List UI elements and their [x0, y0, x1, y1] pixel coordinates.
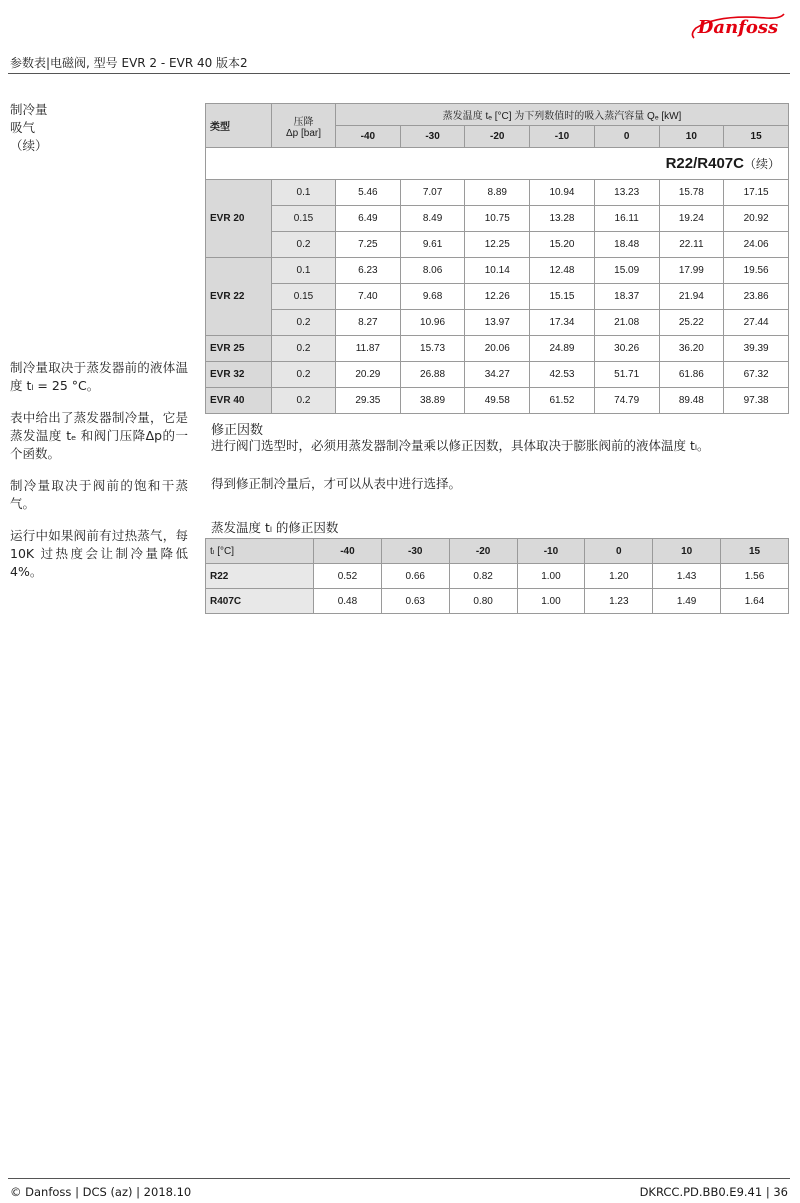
capacity-value: 61.86: [659, 362, 724, 388]
capacity-value: 15.73: [400, 336, 465, 362]
side-note: 制冷量取决于蒸发器前的液体温度 tₗ = 25 °C。: [10, 360, 188, 393]
capacity-value: 39.39: [724, 336, 789, 362]
capacity-value: 5.46: [336, 180, 401, 206]
capacity-value: 19.24: [659, 206, 724, 232]
factor-col-header: -10: [517, 539, 585, 564]
table-row: [206, 336, 789, 362]
page-title: 参数表|电磁阀, 型号 EVR 2 - EVR 40 版本2: [10, 56, 248, 70]
capacity-value: 42.53: [530, 362, 595, 388]
capacity-value: 10.96: [400, 310, 465, 336]
factor-col-header: -30: [381, 539, 449, 564]
capacity-value: 10.94: [530, 180, 595, 206]
capacity-value: 23.86: [724, 284, 789, 310]
capacity-value: 13.28: [530, 206, 595, 232]
factor-value: 0.80: [449, 589, 517, 614]
factor-value: 1.64: [721, 589, 789, 614]
factor-table-title: 蒸发温度 tₗ 的修正因数: [211, 520, 339, 535]
capacity-value: 7.07: [400, 180, 465, 206]
pressure-drop: 0.2: [272, 310, 336, 336]
capacity-value: 20.92: [724, 206, 789, 232]
capacity-value: 21.08: [594, 310, 659, 336]
col-header-temp: -10: [530, 126, 595, 148]
valve-type: EVR 22: [206, 258, 272, 336]
capacity-value: 25.22: [659, 310, 724, 336]
capacity-value: 20.06: [465, 336, 530, 362]
refrigerant-row: [206, 148, 789, 180]
table-row: [206, 284, 789, 310]
refrigerant-name: R22: [206, 564, 314, 589]
capacity-value: 67.32: [724, 362, 789, 388]
valve-type: EVR 32: [206, 362, 272, 388]
side-heading-line: （续）: [10, 138, 48, 153]
refrigerant-name: R22/R407C: [665, 155, 744, 172]
factor-col-header: 15: [721, 539, 789, 564]
footer-divider: [8, 1178, 790, 1179]
factor-value: 1.00: [517, 589, 585, 614]
footer-copyright: © Danfoss | DCS (az) | 2018.10: [10, 1185, 192, 1199]
capacity-value: 89.48: [659, 388, 724, 414]
col-header-dp-unit: Δp [bar]: [285, 127, 322, 139]
pressure-drop: 0.1: [272, 180, 336, 206]
capacity-value: 8.27: [336, 310, 401, 336]
factor-col-header: -20: [449, 539, 517, 564]
col-header-temp: 10: [659, 126, 724, 148]
factor-value: 1.20: [585, 564, 653, 589]
col-header-temp: 15: [724, 126, 789, 148]
col-header-dp: [272, 104, 336, 148]
capacity-value: 17.99: [659, 258, 724, 284]
capacity-value: 7.25: [336, 232, 401, 258]
factor-value: 0.82: [449, 564, 517, 589]
table-row: [206, 388, 789, 414]
table-row: [206, 258, 789, 284]
capacity-value: 21.94: [659, 284, 724, 310]
capacity-value: 24.89: [530, 336, 595, 362]
danfoss-logo: [688, 6, 788, 44]
col-header-temp: -20: [465, 126, 530, 148]
factor-value: 0.63: [381, 589, 449, 614]
capacity-value: 10.75: [465, 206, 530, 232]
factor-value: 1.23: [585, 589, 653, 614]
table-row: [206, 310, 789, 336]
col-header-span: 蒸发温度 tₑ [°C] 为下列数值时的吸入蒸汽容量 Qₑ [kW]: [336, 104, 789, 126]
header-divider: [8, 73, 790, 74]
correction-title: 修正因数: [211, 423, 264, 438]
capacity-value: 12.25: [465, 232, 530, 258]
table-row: [206, 589, 789, 614]
valve-type: EVR 20: [206, 180, 272, 258]
correction-factor-table: [205, 538, 789, 614]
capacity-value: 61.52: [530, 388, 595, 414]
table-row: [206, 362, 789, 388]
capacity-value: 8.49: [400, 206, 465, 232]
capacity-value: 15.78: [659, 180, 724, 206]
capacity-value: 15.15: [530, 284, 595, 310]
capacity-value: 8.89: [465, 180, 530, 206]
side-note: 表中给出了蒸发器制冷量，它是蒸发温度 tₑ 和阀门压降Δp的一个函数。: [10, 410, 188, 461]
factor-value: 1.00: [517, 564, 585, 589]
factor-value: 1.56: [721, 564, 789, 589]
capacity-value: 74.79: [594, 388, 659, 414]
capacity-value: 17.15: [724, 180, 789, 206]
factor-col-header: -40: [314, 539, 382, 564]
capacity-value: 20.29: [336, 362, 401, 388]
capacity-value: 30.26: [594, 336, 659, 362]
table-row: [206, 180, 789, 206]
correction-text-2: 得到修正制冷量后，才可以从表中进行选择。: [211, 476, 462, 491]
refrigerant-suffix: （续）: [743, 157, 780, 171]
col-header-dp-label: 压降: [293, 116, 314, 128]
capacity-value: 15.09: [594, 258, 659, 284]
capacity-value: 18.48: [594, 232, 659, 258]
side-heading: [10, 101, 188, 155]
capacity-value: 15.20: [530, 232, 595, 258]
svg-text:Danfoss: Danfoss: [697, 17, 779, 38]
factor-col-header-temp: tₗ [°C]: [206, 539, 314, 564]
factor-value: 0.66: [381, 564, 449, 589]
table-row: [206, 232, 789, 258]
pressure-drop: 0.2: [272, 362, 336, 388]
capacity-value: 6.49: [336, 206, 401, 232]
capacity-value: 34.27: [465, 362, 530, 388]
col-header-temp: 0: [594, 126, 659, 148]
capacity-value: 49.58: [465, 388, 530, 414]
side-heading-line: 制冷量: [10, 102, 48, 117]
capacity-value: 8.06: [400, 258, 465, 284]
capacity-value: 9.68: [400, 284, 465, 310]
col-header-type: 类型: [206, 104, 272, 148]
capacity-value: 24.06: [724, 232, 789, 258]
valve-type: EVR 25: [206, 336, 272, 362]
capacity-value: 10.14: [465, 258, 530, 284]
capacity-value: 13.23: [594, 180, 659, 206]
capacity-value: 17.34: [530, 310, 595, 336]
capacity-value: 97.38: [724, 388, 789, 414]
capacity-value: 12.26: [465, 284, 530, 310]
table-row: [206, 564, 789, 589]
factor-value: 0.52: [314, 564, 382, 589]
side-heading-line: 吸气: [10, 120, 36, 135]
refrigerant-name: R407C: [206, 589, 314, 614]
valve-type: EVR 40: [206, 388, 272, 414]
capacity-value: 12.48: [530, 258, 595, 284]
factor-col-header: 10: [653, 539, 721, 564]
capacity-value: 11.87: [336, 336, 401, 362]
factor-col-header: 0: [585, 539, 653, 564]
pressure-drop: 0.2: [272, 336, 336, 362]
factor-value: 0.48: [314, 589, 382, 614]
pressure-drop: 0.15: [272, 284, 336, 310]
side-notes: [10, 359, 188, 595]
capacity-value: 51.71: [594, 362, 659, 388]
capacity-value: 13.97: [465, 310, 530, 336]
capacity-table: [205, 103, 789, 414]
capacity-value: 18.37: [594, 284, 659, 310]
factor-value: 1.49: [653, 589, 721, 614]
capacity-value: 38.89: [400, 388, 465, 414]
col-header-temp: -30: [400, 126, 465, 148]
col-header-temp: -40: [336, 126, 401, 148]
correction-text: 进行阀门选型时，必须用蒸发器制冷量乘以修正因数，具体取决于膨胀阀前的液体温度 tₗ。: [211, 438, 710, 453]
capacity-value: 27.44: [724, 310, 789, 336]
capacity-value: 29.35: [336, 388, 401, 414]
capacity-value: 7.40: [336, 284, 401, 310]
capacity-value: 19.56: [724, 258, 789, 284]
pressure-drop: 0.2: [272, 232, 336, 258]
capacity-value: 26.88: [400, 362, 465, 388]
footer-doc-number: DKRCC.PD.BB0.E9.41 | 36: [639, 1185, 788, 1199]
pressure-drop: 0.1: [272, 258, 336, 284]
capacity-value: 16.11: [594, 206, 659, 232]
factor-value: 1.43: [653, 564, 721, 589]
capacity-value: 22.11: [659, 232, 724, 258]
pressure-drop: 0.15: [272, 206, 336, 232]
side-note: 制冷量取决于阀前的饱和干蒸气。: [10, 478, 188, 511]
table-row: [206, 206, 789, 232]
pressure-drop: 0.2: [272, 388, 336, 414]
capacity-value: 36.20: [659, 336, 724, 362]
side-note: 运行中如果阀前有过热蒸气，每 10K 过热度会让制冷量降低 4%。: [10, 528, 188, 579]
refrigerant-label: [206, 148, 789, 180]
capacity-value: 9.61: [400, 232, 465, 258]
capacity-value: 6.23: [336, 258, 401, 284]
